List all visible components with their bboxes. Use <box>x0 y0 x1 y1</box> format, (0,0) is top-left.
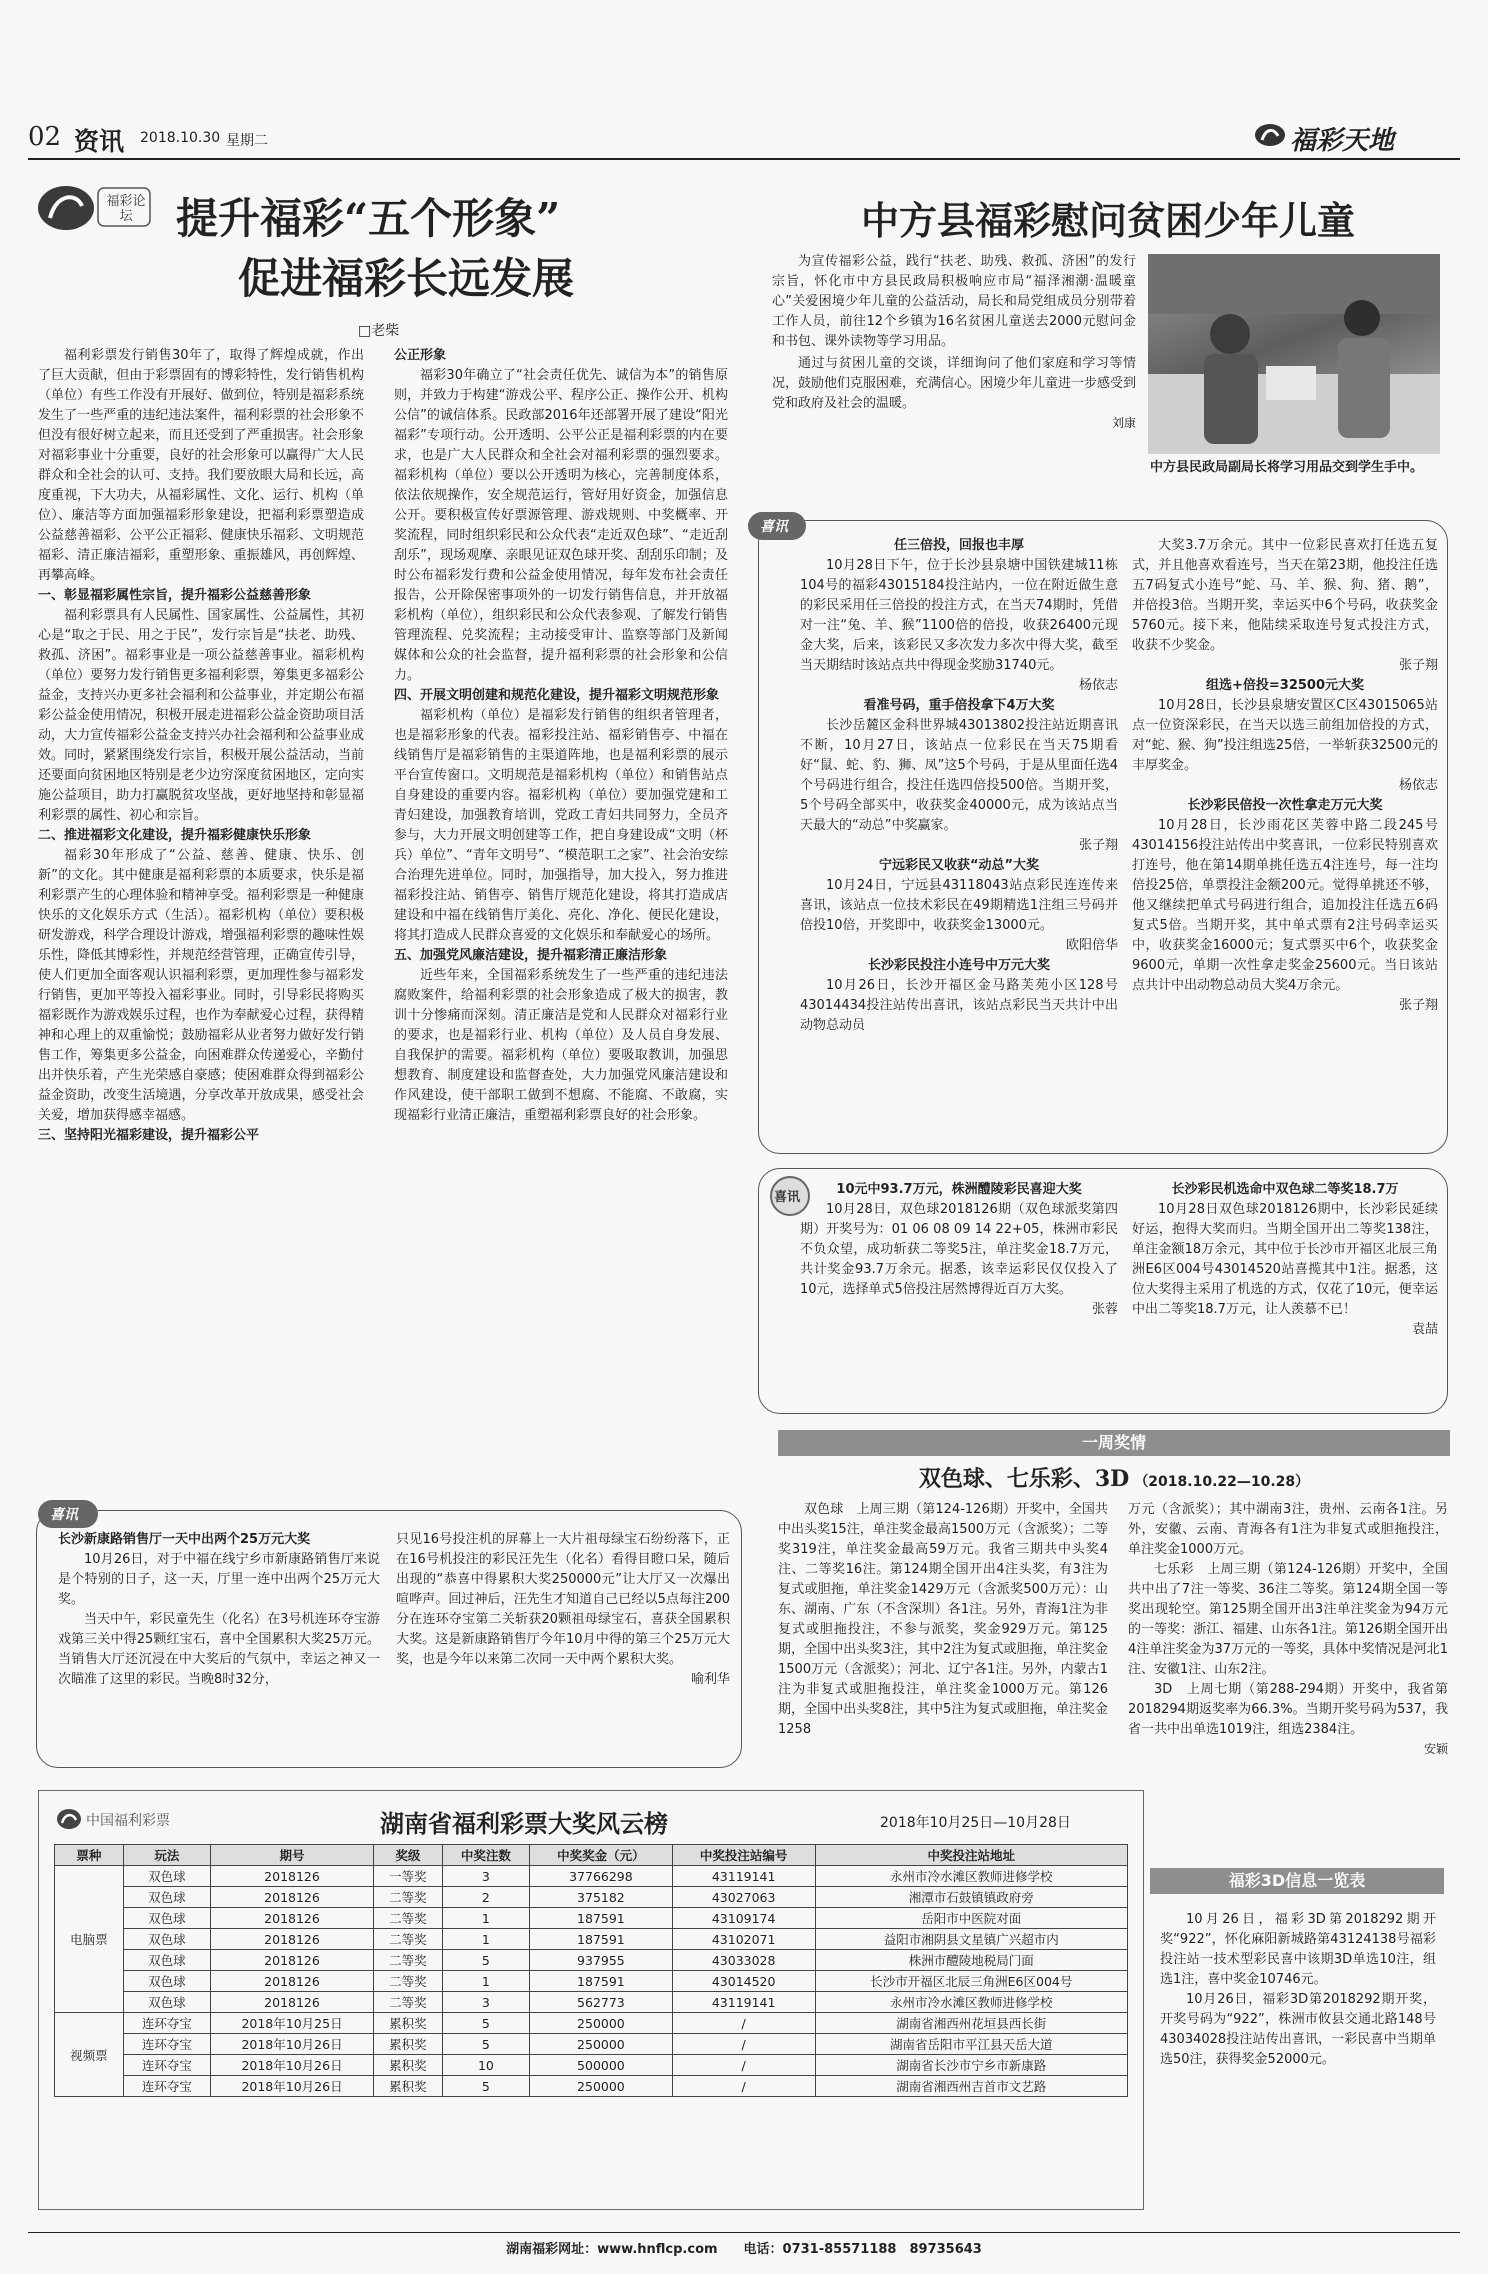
table-cell: 湖南省长沙市宁乡市新康路 <box>815 2055 1127 2076</box>
news-item-author: 张子翔 <box>1398 998 1438 1013</box>
news-badge-label: 喜讯 <box>760 519 788 535</box>
award-table-wrap <box>54 1844 1128 2097</box>
table-header-cell: 期号 <box>211 1845 374 1866</box>
forum-column-label: 福彩论坛 <box>106 194 146 224</box>
table-cell: 5 <box>442 2076 529 2097</box>
article-paragraph: 近些年来，全国福彩系统发生了一些严重的违纪违法腐败案件，给福利彩票的社会形象造成了极大的损害，教训十分惨痛而深刻。清正廉洁是党和人民群众对福彩行业的要求，也是福彩行业、机构（单位）及人员自身发展、自我保护的需要。福彩机构（单位）要吸取教训，加强思想教育、制度建设和监督查处，大力加强党风廉洁建设和作风建设，使干部职工做到不想腐、不能腐、不敢腐，实现福彩行业清正廉洁，重塑福利彩票良好的社会形象。 <box>394 968 728 1123</box>
news-item-body: 10月28日，长沙雨花区芙蓉中路二段245号43014156投注站传出中奖喜讯，一位彩民特别喜欢打连号，他在第14期单挑任选五4注连号，每一注均倍投25倍，单票投注金额200元。觉得单挑还不够，他又继续把单式号码进行组合，追加投注任选五6码复式5倍。当期开奖，其中单式票有2注号码幸运买中，收获奖金16000元；复式票买中6个，收获奖金9600元，单期一次性拿走奖金25600元。当日该站点共计中出动物总动员大奖4万余元。 <box>1132 818 1438 993</box>
table-cell: 2018126 <box>211 1992 374 2013</box>
table-cell: 250000 <box>530 2076 673 2097</box>
table-cell: 双色球 <box>123 1971 210 1992</box>
footer-rule <box>28 2232 1460 2233</box>
table-cell: 湖南省岳阳市平江县天岳大道 <box>815 2034 1127 2055</box>
news-box-2-left-author: 张蓉 <box>1091 1302 1118 1317</box>
info3d-paragraph-2: 10月26日，福彩3D第2018292期开奖，开奖号码为“922”，株洲市攸县交通北路148号43034028投注站传出喜讯，一彩民喜中当期单选50注，获得奖金52000元。 <box>1160 1992 1436 2067</box>
brand-logo-icon <box>1254 122 1286 148</box>
table-cell: 43027063 <box>672 1887 815 1908</box>
table-cell: 双色球 <box>123 1950 210 1971</box>
table-cell: 43033028 <box>672 1950 815 1971</box>
award-table-range: 2018年10月25日—10月28日 <box>880 1815 1071 1831</box>
weekly-ssq-text: 双色球 上周三期（第124-126期）开奖中，全国共中出头奖15注，单注奖金最高1500万元（含派奖）；二等奖319注，单注奖金最高59万元。我省三期共中头奖4注、二等奖16注。第124期全国开出4注头奖，有3注为复式或胆拖，单注奖金1429万元（含派奖500万元）：山东、湖南、广东（不含深圳）各1注。另外，青海1注为非复式或胆拖投注，不参与派奖，奖金929万元。第125期，全国中出头奖3注，其中2注为复式或胆拖，单注奖金1500万元（含派奖）；河北、辽宁各1注。另外，内蒙古1注为非复式或胆拖投注，单注奖金1000万元。第126期，全国中出头奖8注，其中5注为复式或胆拖，单注奖金1258 <box>778 1502 1108 1737</box>
table-row <box>55 1992 1128 2013</box>
photo-article-author: 刘康 <box>1111 416 1136 430</box>
news-item-body: 10月26日，长沙开福区金马路芙苑小区128号43014434投注站传出喜讯，该站点彩民当天共计中出动物总动员 <box>800 978 1118 1033</box>
table-cell: 187591 <box>530 1971 673 1992</box>
brand-name: 福彩天地 <box>1290 126 1395 156</box>
bottom-news-p2: 当天中午，彩民童先生（化名）在3号机连环夺宝游戏第三关中得25颗红宝石，喜中全国累积大奖25万元。当销售大厅还沉浸在中大奖后的气氛中，幸运之神又一次瞄准了这里的彩民。当晚8时32分， <box>58 1612 380 1687</box>
table-cell: 2018126 <box>211 1950 374 1971</box>
table-cell: 43119141 <box>672 1992 815 2013</box>
table-cell: 2018年10月25日 <box>211 2013 374 2034</box>
article-title-line1: 提升福彩“五个形象” <box>176 194 561 243</box>
article-title-line2: 促进福彩长远发展 <box>238 254 575 303</box>
photo-article-body <box>772 252 1136 432</box>
table-cell: 连环夺宝 <box>123 2034 210 2055</box>
news-box-2-left-body: 10月28日，双色球2018126期（双色球派奖第四期）开奖号为：01 06 08 09 14 22+05，株洲市彩民不负众望，成功斩获二等奖5注，单注奖金18.7万元，共计奖金93.7万余元。据悉，该幸运彩民仅仅投入了10元，选择单式5倍投注居然博得近百万大奖。 <box>800 1202 1118 1297</box>
news-item-author: 杨依志 <box>1078 678 1118 693</box>
table-cell: 375182 <box>530 1887 673 1908</box>
info3d-banner: 福彩3D信息一览表 <box>1150 1868 1444 1894</box>
table-cell: 250000 <box>530 2034 673 2055</box>
table-cell: 双色球 <box>123 1887 210 1908</box>
weekly-author: 安颖 <box>1423 1742 1448 1756</box>
weekly-ssq-cont: 万元（含派奖）；其中湖南3注，贵州、云南各1注。另外，安徽、云南、青海各有1注为非复式或胆拖投注，单注奖金1000万元。 <box>1128 1502 1448 1557</box>
news-box-2-right-body: 10月28日双色球2018126期中，长沙彩民延续好运，抱得大奖而归。当期全国开出二等奖138注，单注金额18万余元，其中位于长沙市开福区北辰三角洲E6区004号43014520站喜揽其中1注。据悉，这位大奖得主采用了机选的方式，仅花了10元，便幸运中出二等奖18.7万元，让人羡慕不已！ <box>1132 1202 1438 1317</box>
news-box-1-right-column <box>1132 536 1438 1146</box>
table-cell: 累积奖 <box>373 2076 442 2097</box>
table-row <box>55 2034 1128 2055</box>
table-cell: 43109174 <box>672 1908 815 1929</box>
table-cell: / <box>672 2076 815 2097</box>
table-cell: 累积奖 <box>373 2034 442 2055</box>
table-cell: 益阳市湘阴县文星镇广兴超市内 <box>815 1929 1127 1950</box>
table-cell: 双色球 <box>123 1929 210 1950</box>
table-cell: 连环夺宝 <box>123 2013 210 2034</box>
news-item-title: 任三倍投，回报也丰厚 <box>893 538 1024 553</box>
table-cell: 湘潭市石鼓镇镇政府旁 <box>815 1887 1127 1908</box>
weekly-title: 双色球、七乐彩、3D <box>918 1466 1130 1492</box>
table-cell: / <box>672 2055 815 2076</box>
table-cell: 5 <box>442 2013 529 2034</box>
table-header-cell: 玩法 <box>123 1845 210 1866</box>
ticket-type-cell: 电脑票 <box>55 1866 124 2013</box>
news-item-author: 欧阳倍华 <box>1065 938 1118 953</box>
table-cell: 3 <box>442 1866 529 1887</box>
table-cell: 2018126 <box>211 1887 374 1908</box>
table-cell: 500000 <box>530 2055 673 2076</box>
table-cell: / <box>672 2034 815 2055</box>
bottom-news-p1: 10月26日，对于中福在线宁乡市新康路销售厅来说是个特别的日子，这一天，厅里一连中出两个25万元大奖。 <box>58 1552 380 1607</box>
table-header-cell: 中奖奖金（元） <box>530 1845 673 1866</box>
article-column-1 <box>38 346 364 1496</box>
news-item-author: 张子翔 <box>1398 658 1438 673</box>
table-cell: 二等奖 <box>373 1887 442 1908</box>
table-cell: 二等奖 <box>373 1992 442 2013</box>
issue-weekday: 星期二 <box>226 133 268 149</box>
news-item-title: 长沙彩民倍投一次性拿走万元大奖 <box>1187 798 1383 813</box>
page-number: 02 <box>28 122 62 152</box>
table-cell: 二等奖 <box>373 1971 442 1992</box>
bottom-news-author: 喻利华 <box>690 1672 730 1687</box>
table-cell: 187591 <box>530 1929 673 1950</box>
table-row <box>55 2076 1128 2097</box>
table-row <box>55 1950 1128 1971</box>
table-header-cell: 中奖注数 <box>442 1845 529 1866</box>
table-cell: 连环夺宝 <box>123 2055 210 2076</box>
issue-date: 2018.10.30 <box>140 130 221 146</box>
weekly-right <box>1128 1500 1448 1757</box>
news-item-author: 杨依志 <box>1398 778 1438 793</box>
article-column-2 <box>394 346 728 1496</box>
news-box-1-left-column <box>800 536 1118 1146</box>
table-cell: 湖南省湘西州花垣县西长街 <box>815 2013 1127 2034</box>
news-photo <box>1148 254 1440 454</box>
table-cell: 250000 <box>530 2013 673 2034</box>
table-cell: 187591 <box>530 1908 673 1929</box>
table-row <box>55 1908 1128 1929</box>
table-cell: / <box>672 2013 815 2034</box>
table-cell: 2 <box>442 1887 529 1908</box>
news-badge-2-label: 喜讯 <box>774 1190 801 1205</box>
photo-caption: 中方县民政局副局长将学习用品交到学生手中。 <box>1150 460 1424 475</box>
info3d-body <box>1160 1910 1436 2070</box>
article-subheading: 四、开展文明创建和规范化建设，提升福彩文明规范形象 <box>394 688 720 703</box>
table-cell: 二等奖 <box>373 1950 442 1971</box>
article-subheading: 一、彰显福彩属性宗旨，提升福彩公益慈善形象 <box>38 588 312 603</box>
news-box-2-right <box>1132 1180 1438 1340</box>
award-table-title: 湖南省福利彩票大奖风云榜 <box>380 1809 668 1838</box>
article-subheading: 三、坚持阳光福彩建设，提升福彩公平 <box>38 1128 260 1143</box>
bottom-news-right <box>396 1530 730 1690</box>
news-item-body: 10月28日，长沙县泉塘安置区C区43015065站点一位资深彩民，在当天以选三前组加倍投的方式，对“蛇、猴、狗”投注组选25倍，一举斩获32500元的丰厚奖金。 <box>1132 698 1438 773</box>
article-subheading: 公正形象 <box>394 348 447 363</box>
table-cell: 2018年10月26日 <box>211 2055 374 2076</box>
table-cell: 43119141 <box>672 1866 815 1887</box>
table-cell: 一等奖 <box>373 1866 442 1887</box>
table-cell: 二等奖 <box>373 1908 442 1929</box>
table-cell: 5 <box>442 2034 529 2055</box>
table-cell: 2018年10月26日 <box>211 2076 374 2097</box>
table-cell: 双色球 <box>123 1992 210 2013</box>
table-cell: 2018年10月26日 <box>211 2034 374 2055</box>
weekly-title-row <box>778 1462 1450 1493</box>
weekly-banner: 一周奖情 <box>778 1430 1450 1456</box>
award-table <box>54 1844 1128 2097</box>
table-cell: 连环夺宝 <box>123 2076 210 2097</box>
bottom-news-left <box>58 1530 380 1760</box>
page-header <box>28 118 1460 158</box>
article-paragraph: 福利彩票具有人民属性、国家属性、公益属性，其初心是“取之于民、用之于民”，发行宗旨是“扶老、助残、救孤、济困”。福彩事业是一项公益慈善事业。福彩机构（单位）要努力发行销售更多福利彩票，筹集更多福彩公益金，支持兴办更多社会福利和公益事业，并定期公布福彩公益金使用情况，积极开展走进福彩公益金资助项目活动，大力宣传福彩公益金支持兴办社会福利和公益事业成效。同时，紧紧围绕发行宗旨，积极开展公益活动，当前还要面向贫困地区特别是老少边穷深度贫困地区，定向实施公益项目，助力打赢脱贫攻坚战，更好地坚持和彰显福利彩票的属性、初心和宗旨。 <box>38 608 364 823</box>
article-author: □老柴 <box>358 323 400 339</box>
article-paragraph: 福彩机构（单位）是福彩发行销售的组织者管理者，也是福彩形象的代表。福彩投注站、福彩销售亭、中福在线销售厅是福彩销售的主渠道阵地，也是福利彩票的展示平台宣传窗口。文明规范是福彩机构（单位）和销售站点自身建设的重要内容。福彩机构（单位）要加强党建和工青妇建设，加强教育培训，党政工青妇共同努力，全员齐参与，大力开展文明创建等工作，把自身建设成“文明（杯兵）单位”、“青年文明号”、“模范职工之家”、社会治安综合治理先进单位。同时，加强指导，加大投入，努力推进福彩投注站、销售亭、销售厅规范化建设，将其打造成店建设和中福在线销售厅美化、亮化、净化、便民化建设，将其打造成人民群众喜爱的文化娱乐和奉献爱心的场所。 <box>394 708 728 943</box>
table-cell: 永州市冷水滩区教师进修学校 <box>815 1992 1127 2013</box>
photo-article-paragraph-1: 为宣传福彩公益，践行“扶老、助残、救孤、济困”的发行宗旨，怀化市中方县民政局积极响应市局“福泽湘潮·温暖童心”关爱困境少年儿童的公益活动，局长和局党组成员分别带着工作人员，前往12个乡镇为16名贫困儿童送去2000元慰问金和书包、课外读物等学习用品。 <box>772 254 1136 349</box>
table-cell: 2018126 <box>211 1908 374 1929</box>
table-cell: 累积奖 <box>373 2013 442 2034</box>
table-row <box>55 1866 1128 1887</box>
award-org-name: 中国福利彩票 <box>86 1813 170 1829</box>
table-cell: 2018126 <box>211 1929 374 1950</box>
table-cell: 湖南省湘西州吉首市文艺路 <box>815 2076 1127 2097</box>
table-cell: 1 <box>442 1908 529 1929</box>
table-cell: 岳阳市中医院对面 <box>815 1908 1127 1929</box>
article-subheading: 二、推进福彩文化建设，提升福彩健康快乐形象 <box>38 828 312 843</box>
table-cell: 双色球 <box>123 1866 210 1887</box>
table-row <box>55 1929 1128 1950</box>
table-cell: 562773 <box>530 1992 673 2013</box>
table-cell: 43014520 <box>672 1971 815 1992</box>
photo-article-title: 中方县福彩慰问贫困少年儿童 <box>860 198 1355 243</box>
news-item-author: 张子翔 <box>1078 838 1118 853</box>
table-cell: 双色球 <box>123 1908 210 1929</box>
weekly-3d-text: 3D 上周七期（第288-294期）开奖中，我省第2018294期返奖率为66.3%。当期开奖号码为537，我省一共中出单选1019注，组选2384注。 <box>1128 1682 1448 1737</box>
table-cell: 2018126 <box>211 1866 374 1887</box>
article-paragraph: 福彩30年确立了“社会责任优先、诚信为本”的销售原则，并致力于构建“游戏公平、程序公正、操作公开、机构公信”的诚信体系。民政部2016年还部署开展了建设“阳光福彩”专项行动。公开透明、公平公正是福利彩票的内在要求，也是广大人民群众和全社会对福利彩票的强烈要求。福彩机构（单位）要以公开透明为核心，完善制度体系，依法依规操作，安全规范运行，管好用好资金，加强信息公开。要积极宣传好票源管理、游戏规则、中奖概率、开奖流程，同时组织彩民和公众代表“走近双色球”、“走近刮刮乐”，现场观摩、亲眼见证双色球开奖、刮刮乐印制；及时公布福彩发行费和公益金使用情况，每年发布社会责任报告，公开除保密事项外的一切发行销售信息，并开放福彩机构（单位），组织彩民和公众代表参观、了解发行销售管理流程、兑奖流程；主动接受审计、监察等部门及新闻媒体和公众的社会监督，提升福利彩票的社会形象和公信力。 <box>394 368 728 683</box>
article-paragraph: 福利彩票发行销售30年了，取得了辉煌成就，作出了巨大贡献，但由于彩票固有的博彩特性，发行销售机构（单位）有些工作没有开展好、做到位，特别是福彩系统发生了一些严重的违纪违法案件，福利彩票的社会形象不但没有很好树立起来，而且还受到了严重损害。社会形象对福彩事业十分重要，良好的社会形象可以赢得广大人民群众和全社会的认可、支持。我们要放眼大局和长远，高度重视，下大功夫，从福彩属性、文化、运行、机构（单位）、廉洁等方面加强福彩形象建设，把福利彩票塑造成公益慈善福彩、公平公正福彩、健康快乐福彩、文明规范福彩、清正廉洁福彩，重塑形象、重振雄风，再创辉煌、再攀高峰。 <box>38 348 364 583</box>
news-item-body: 大奖3.7万余元。其中一位彩民喜欢打任选五复式，并且他喜欢看连号，当天在第23期，他投注任选五7码复式小连号“蛇、马、羊、猴、狗、猪、鹅”，并倍投3倍。当期开奖，幸运买中6个号码，收获奖金5760元。接下来，他陆续采取连号复式投注方式，收获不少奖金。 <box>1132 538 1438 653</box>
photo-people-icon <box>1148 254 1440 454</box>
news-box-2-right-title: 长沙彩民机选命中双色球二等奖18.7万 <box>1171 1182 1399 1197</box>
bottom-news-title: 长沙新康路销售厅一天中出两个25万元大奖 <box>58 1532 311 1547</box>
table-cell: 5 <box>442 1950 529 1971</box>
table-header-cell: 中奖投注站地址 <box>815 1845 1127 1866</box>
header-rule <box>28 158 1460 160</box>
news-box-2-left <box>800 1180 1118 1320</box>
news-item-title: 长沙彩民投注小连号中万元大奖 <box>867 958 1050 973</box>
info3d-paragraph-1: 10月26日，福彩3D第2018292期开奖“922”，怀化麻阳新城路第43124138号福彩投注站一技术型彩民喜中该期3D单选10注，组选1注，喜中奖金10746元。 <box>1160 1912 1436 1987</box>
bottom-badge-label: 喜讯 <box>50 1507 78 1523</box>
weekly-range: （2018.10.22—10.28） <box>1134 1474 1310 1490</box>
table-cell: 1 <box>442 1929 529 1950</box>
table-cell: 2018126 <box>211 1971 374 1992</box>
article-subheading: 五、加强党风廉洁建设，提升福彩清正廉洁形象 <box>394 948 668 963</box>
table-row <box>55 2055 1128 2076</box>
news-item-title: 组选+倍投=32500元大奖 <box>1205 678 1364 693</box>
table-cell: 长沙市开福区北辰三角洲E6区004号 <box>815 1971 1127 1992</box>
footer-contact: 湖南福彩网址：www.hnflcp.com 电话：0731-85571188 89735643 <box>506 2242 982 2257</box>
table-cell: 43102071 <box>672 1929 815 1950</box>
ticket-type-cell: 视频票 <box>55 2013 124 2097</box>
article-paragraph: 福彩30年形成了“公益、慈善、健康、快乐、创新”的文化。其中健康是福利彩票的本质要求，快乐是福利彩票产生的心理体验和精神享受。福利彩票是一种健康快乐的文化娱乐方式（生活）。福彩机构（单位）要积极研发游戏，科学合理设计游戏，增强福利彩票的趣味性娱乐性，降低其博彩性，并规范经营管理，正确宣传引导，使人们更加全面客观认识福利彩票，更加理性参与福彩发行销售，更加平等投入福彩事业。同时，引导彩民将购买福彩既作为游戏娱乐过程，也作为奉献爱心过程，获得精神和心理上的双重愉悦；鼓励福彩从业者努力做好发行销售工作，筹集更多公益金，向困难群众传递爱心，辛勤付出并快乐着，产生光荣感自豪感；使困难群众得到福彩公益金资助，改变生活境遇，分享改革开放成果，感受社会关爱，增加获得感幸福感。 <box>38 848 364 1123</box>
table-header-cell: 票种 <box>55 1845 124 1866</box>
award-org-logo-icon <box>56 1808 82 1830</box>
table-cell: 二等奖 <box>373 1929 442 1950</box>
forum-column-logo <box>36 180 156 234</box>
table-cell: 10 <box>442 2055 529 2076</box>
news-item-title: 宁远彩民又收获“动总”大奖 <box>878 858 1040 873</box>
table-row <box>55 1887 1128 1908</box>
photo-article-paragraph-2: 通过与贫困儿童的交谈，详细询问了他们家庭和学习等情况，鼓励他们克服困难，充满信心。困境少年儿童进一步感受到党和政府及社会的温暖。 <box>772 356 1137 411</box>
news-box-2-right-author: 袁喆 <box>1411 1322 1438 1337</box>
table-header-cell: 中奖投注站编号 <box>672 1845 815 1866</box>
table-cell: 3 <box>442 1992 529 2013</box>
table-cell: 37766298 <box>530 1866 673 1887</box>
weekly-qlc-text: 七乐彩 上周三期（第124-126期）开奖中，全国共中出了7注一等奖、36注二等奖。第124期全国一等奖出现轮空。第125期全国开出3注单注奖金为94万元的一等奖：浙江、福建、山东各1注。第126期全国开出4注单注奖金为37万元的一等奖，具体中奖情况是河北1注、安徽1注、山东2注。 <box>1128 1562 1448 1677</box>
table-header-cell: 奖级 <box>373 1845 442 1866</box>
news-item-body: 10月24日，宁远县43118043站点彩民连连传来喜讯，该站点一位技术彩民在49期精选1注组三号码并倍投10倍，开奖即中，收获奖金13000元。 <box>800 878 1118 933</box>
table-cell: 株洲市醴陵地税局门面 <box>815 1950 1127 1971</box>
bottom-news-p3: 只见16号投注机的屏幕上一大片祖母绿宝石纷纷落下，正在16号机投注的彩民汪先生（化名）看得目瞪口呆，随后出现的“恭喜中得累积大奖250000元”让大厅又一次爆出喧哗声。回过神后，汪先生才知道自己已经以5点每注200分在连环夺宝第二关斩获20颗祖母绿宝石，喜获全国累积大奖。这是新康路销售厅今年10月中得的第三个25万元大奖，也是今年以来第二次同一天中两个累积大奖。 <box>396 1532 730 1667</box>
weekly-left <box>778 1500 1108 1740</box>
table-cell: 累积奖 <box>373 2055 442 2076</box>
news-item-title: 看准号码，重手倍投拿下4万大奖 <box>863 698 1055 713</box>
news-box-2-left-title: 10元中93.7万元，株洲醴陵彩民喜迎大奖 <box>836 1182 1082 1197</box>
table-cell: 永州市冷水滩区教师进修学校 <box>815 1866 1127 1887</box>
section-name: 资讯 <box>74 127 125 156</box>
news-item-body: 10月28日下午，位于长沙县泉塘中国铁建城11栋104号的福彩43015184投注站内，一位在附近做生意的彩民采用任三倍投的投注方式，在当天74期时，凭借对一注“兔、羊、猴”1100倍的倍投，收获26400元现金大奖，后来，该彩民又多次发力多次中得大奖，截至当天期结时该站点共中得现金奖励31740元。 <box>800 558 1118 673</box>
news-item-body: 长沙岳麓区金科世界城43013802投注站近期喜讯不断，10月27日，该站点一位彩民在当天75期看好“鼠、蛇、豹、狮、凤”这5个号码，于是从里面任选4个号码进行组合，投注任选四倍投500倍。当期开奖，5个号码全部买中，收获奖金40000元，成为该站点当天最大的“动总”中奖赢家。 <box>800 718 1118 833</box>
table-row <box>55 1971 1128 1992</box>
table-cell: 937955 <box>530 1950 673 1971</box>
table-row <box>55 2013 1128 2034</box>
table-cell: 1 <box>442 1971 529 1992</box>
